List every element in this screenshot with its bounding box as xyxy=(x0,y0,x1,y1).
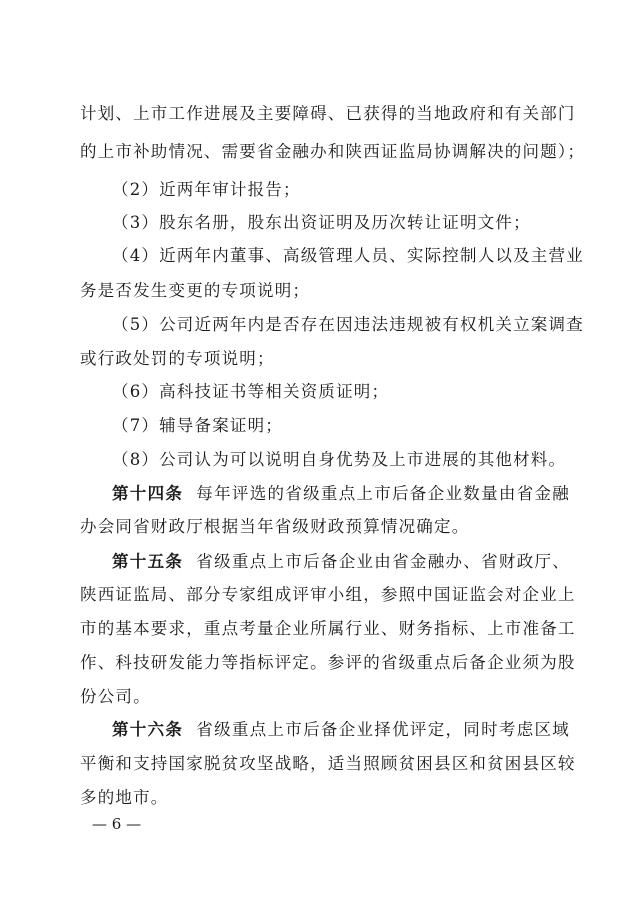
list-item: （8）公司认为可以说明自身优势及上市进展的其他材料。 xyxy=(112,450,567,469)
body-line: 份公司。 xyxy=(80,687,151,706)
list-item: （2）近两年审计报告； xyxy=(112,180,301,199)
body-line: 务是否发生变更的专项说明； xyxy=(80,281,311,300)
body-line: 办会同省财政厅根据当年省级财政预算情况确定。 xyxy=(80,517,470,536)
article-text: 省级重点上市后备企业择优评定，同时考虑区域 xyxy=(196,720,570,739)
body-line: 市的基本要求，重点考量企业所属行业、财务指标、上市准备工 xyxy=(80,619,576,638)
body-line: 作、科技研发能力等指标评定。参评的省级重点后备企业须为股 xyxy=(80,653,576,672)
article-15 xyxy=(112,552,570,572)
body-line: 的上市补助情况、需要省金融办和陕西证监局协调解决的问题）； xyxy=(80,142,586,161)
body-line: 或行政处罚的专项说明； xyxy=(80,349,275,368)
article-text: 省级重点上市后备企业由省金融办、省财政厅、 xyxy=(196,552,570,571)
article-heading: 第十六条 xyxy=(112,720,184,739)
list-item: （4）近两年内董事、高级管理人员、实际控制人以及主营业 xyxy=(112,246,584,265)
list-item: （5）公司近两年内是否存在因违法违规被有权机关立案调查 xyxy=(112,315,584,334)
body-line: 平衡和支持国家脱贫攻坚战略，适当照顾贫困县区和贫困县区较 xyxy=(80,754,576,773)
list-item: （6）高科技证书等相关资质证明； xyxy=(112,382,390,401)
list-item: （7）辅导备案证明； xyxy=(112,416,283,435)
article-heading: 第十四条 xyxy=(112,484,184,503)
article-text: 每年评选的省级重点上市后备企业数量由省金融 xyxy=(196,484,570,503)
body-line: 陕西证监局、部分专家组成评审小组，参照中国证监会对企业上 xyxy=(80,585,576,604)
article-16 xyxy=(112,720,570,740)
article-14 xyxy=(112,484,570,504)
list-item: （3）股东名册，股东出资证明及历次转让证明文件； xyxy=(112,213,531,232)
body-line: 计划、上市工作进展及主要障碍、已获得的当地政府和有关部门 xyxy=(80,104,576,123)
article-heading: 第十五条 xyxy=(112,552,184,571)
body-line: 多的地市。 xyxy=(80,788,169,807)
page-number: — 6 — xyxy=(92,815,142,833)
